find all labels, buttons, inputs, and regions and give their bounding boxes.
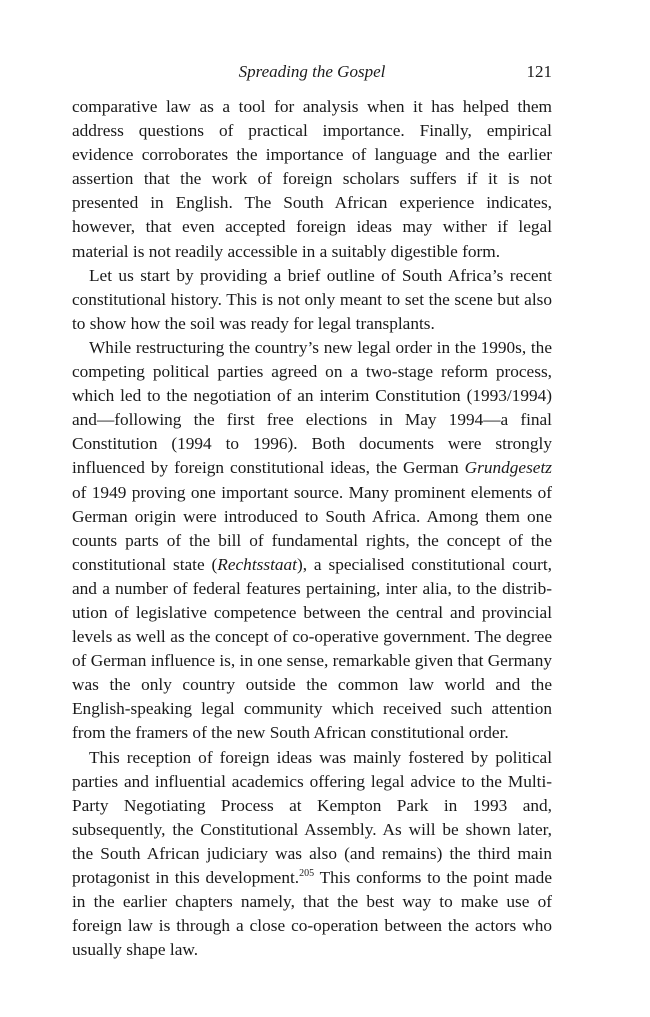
page-header	[72, 62, 552, 88]
paragraph	[72, 95, 552, 264]
italic-term: Grundgesetz	[464, 458, 552, 478]
paragraph	[72, 336, 552, 746]
text-run: of 1949 proving one important source. Many prominent elements of German origin were introduced to South Africa. Among them one counts parts of the bill of fundamental rights, the concept of the constitutional state (	[72, 482, 552, 574]
text-run: This conforms to the point made in the earlier chapters namely, that the best way to make use of foreign law is through a close co-operation between the actors who usually shape law.	[72, 868, 552, 960]
footnote-marker: 205	[299, 868, 315, 879]
running-title: Spreading the Gospel	[238, 62, 386, 81]
paragraph	[72, 746, 552, 963]
text-run: Let us start by providing a brief outline of South Africa’s recent constitutional history. This is not only meant to set the scene but also to show how the soil was ready for legal transplants.	[72, 265, 552, 333]
paragraph	[72, 264, 552, 336]
text-run: While restructuring the country’s new legal order in the 1990s, the competing political parties agreed on a two-stage reform process, which led to the negotiation of an interim Constitution (1993/1994) and—following the first free elections in May 1994—a final Constitution (1994 to 1996). Both documents were strongly influenced by foreign constitutional ideas, the German	[72, 337, 552, 478]
text-run: This reception of foreign ideas was mainly fostered by political parties and influential academics offering legal advice to the Multi-Party Negotiating Process at Kempton Park in 1993 and, subsequently, the Constitutional Assembly. As will be shown later, the South African judiciary was also (and remains) the third main protagonist in this development.	[72, 747, 552, 887]
text-run: comparative law as a tool for analysis when it has helped them address questions of practical importance. Finally, empirical evidence corroborates the importance of language and the earlier assertion that the work of foreign scholars suffers if it is not presented in English. The South African experience indicates, however, that even accepted foreign ideas may wither if legal material is not readily accessible in a suitably digestible form.	[72, 97, 552, 261]
text-run: ), a specialised constitutional court, and a number of federal features pertaining, inter alia, to the distribution of legislative competence between the central and provincial levels as well as the concept of co-operative government. The degree of German influence is, in one sense, remarkable given that Germany was the only country outside the common law world and the English-speaking legal community which received such attention from the framers of the new South African constitutional order.	[72, 554, 552, 743]
body-text	[72, 95, 552, 962]
page-number: 121	[526, 62, 552, 81]
italic-term: Rechtsstaat	[217, 554, 297, 574]
